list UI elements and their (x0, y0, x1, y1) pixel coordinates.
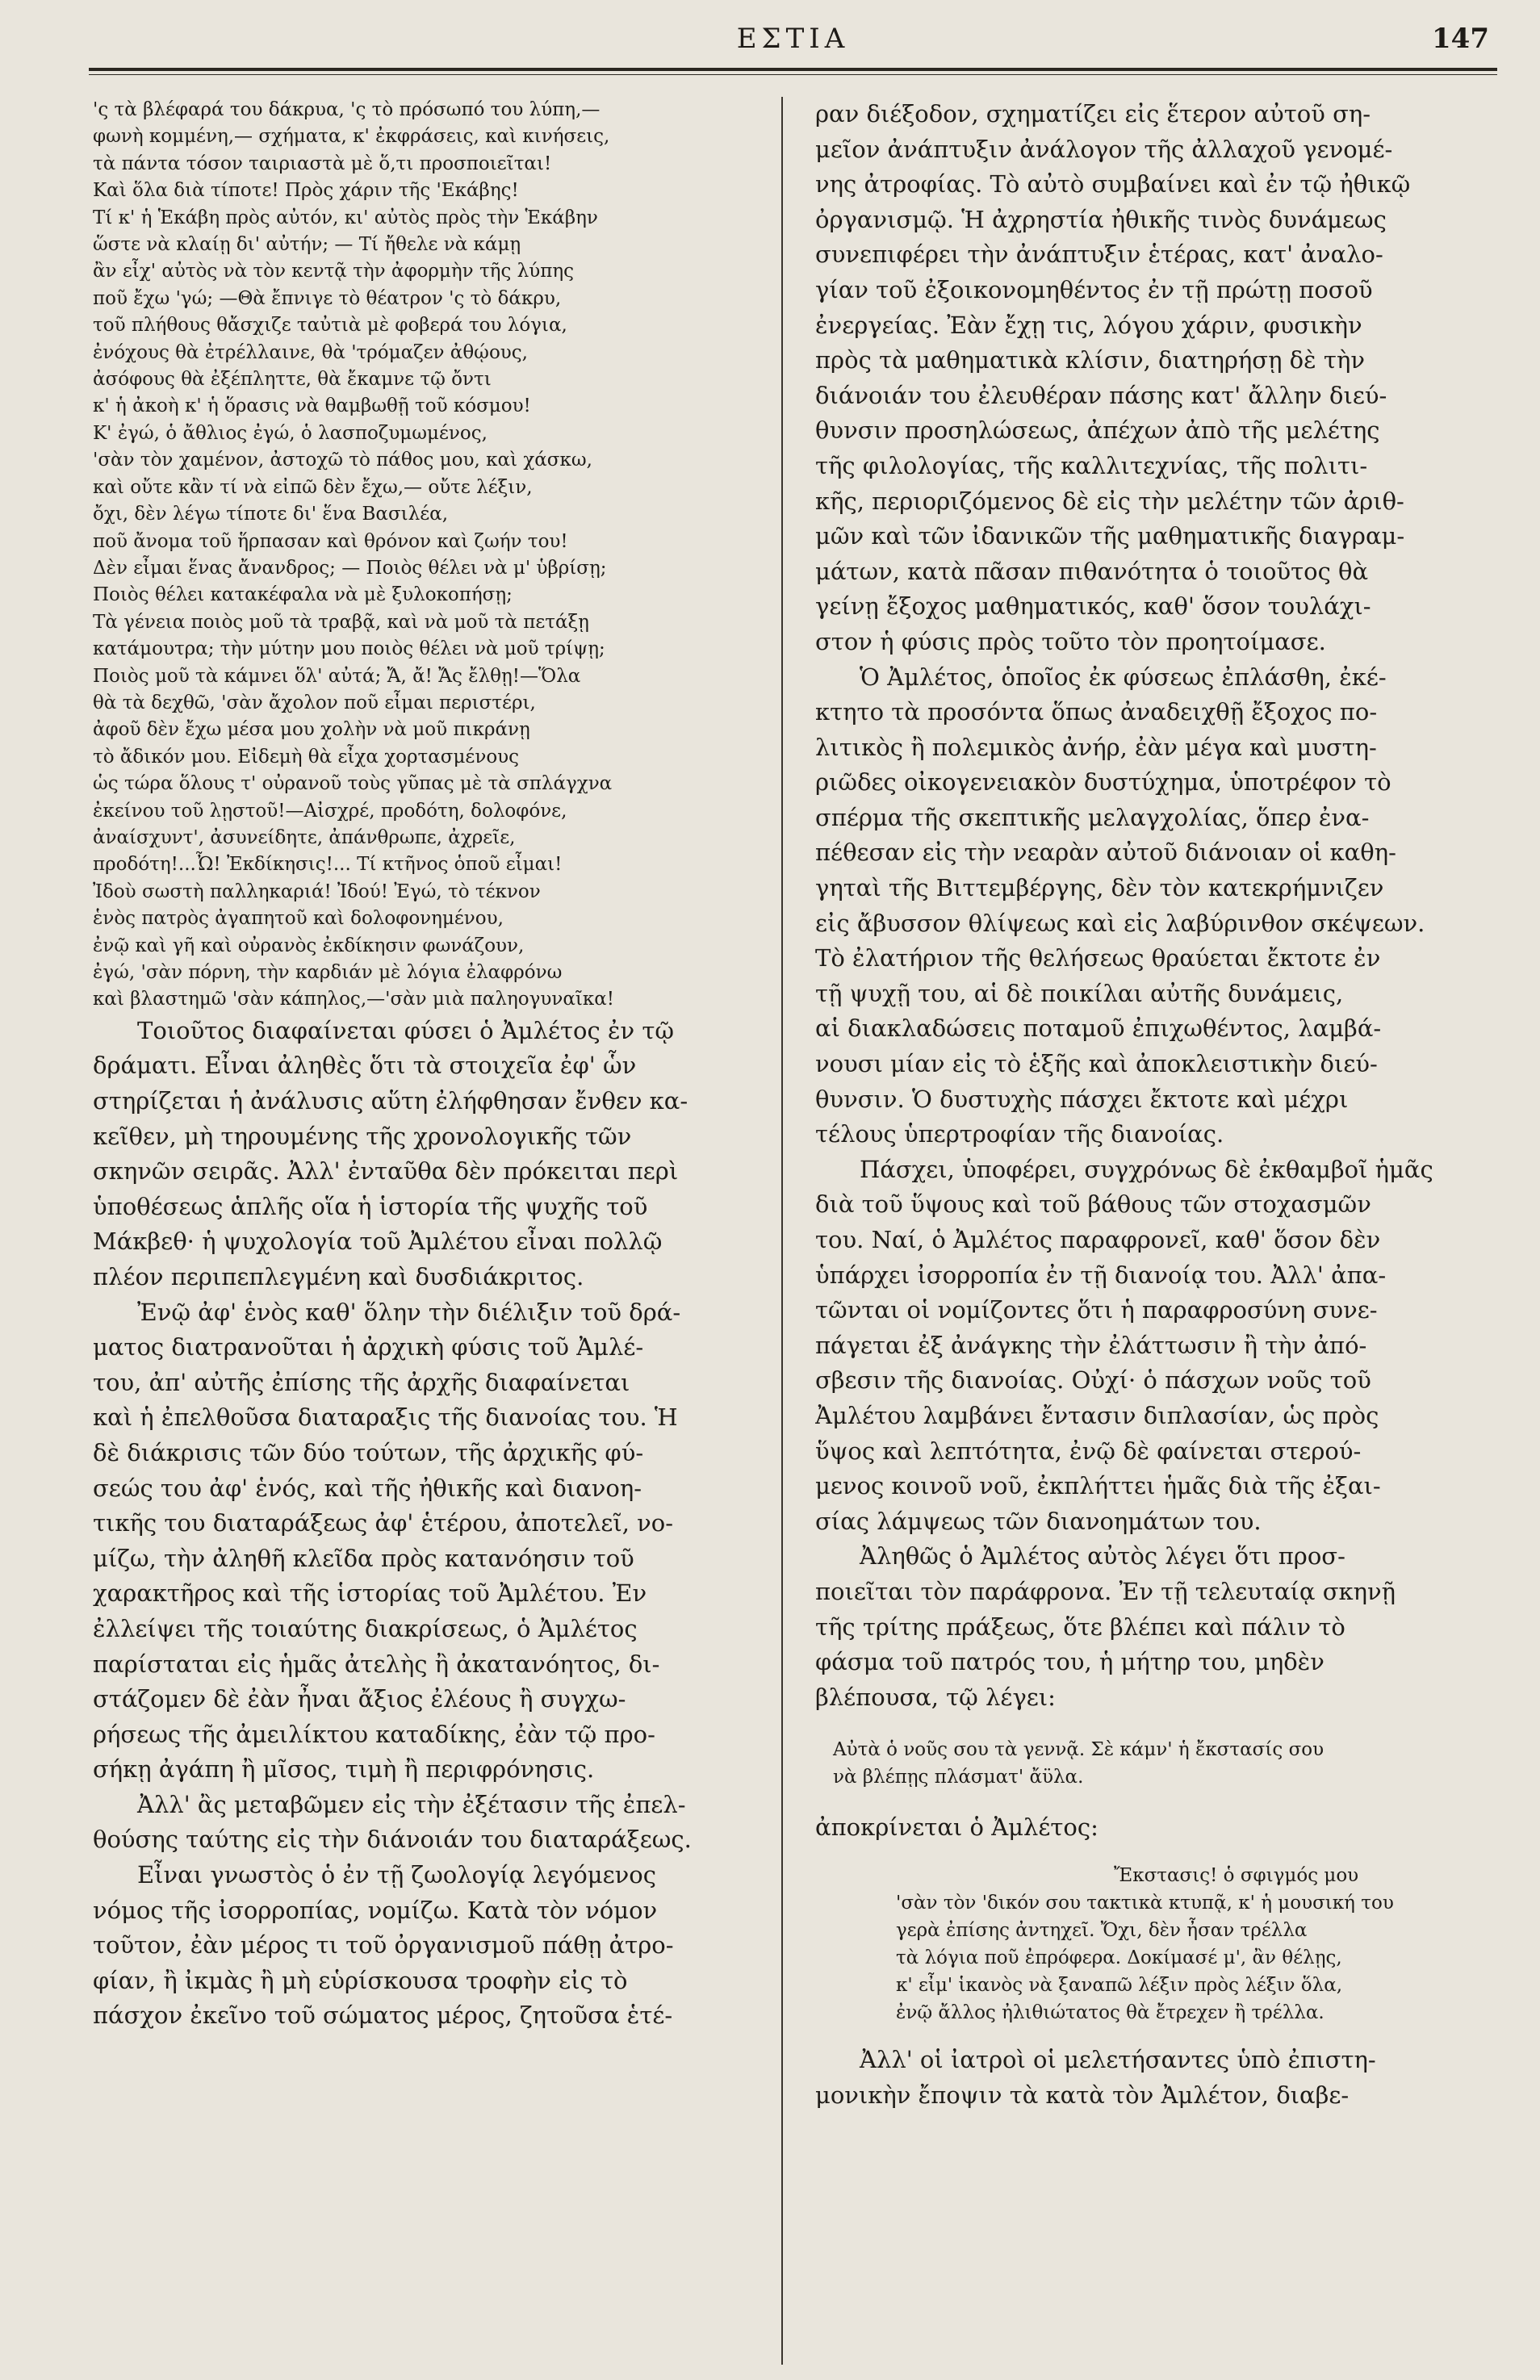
text-line: ὑποθέσεως ἁπλῆς οἵα ἡ ἱστορία τῆς ψυχῆς τοῦ (93, 1192, 648, 1220)
text-line: πλέον περιπεπλεγμένη καὶ δυσδιάκριτος. (93, 1262, 584, 1290)
paragraph (93, 1295, 779, 1788)
text-line: γερὰ ἐπίσης ἀντηχεῖ. Ὄχι, δὲν ἦσαν τρέλλα (896, 1919, 1308, 1941)
text-line: θούσης ταύτης εἰς τὴν διάνοιάν του διαταράξεως. (93, 1826, 692, 1854)
text-line: καὶ οὔτε κἂν τί νὰ εἰπῶ δὲν ἔχω,— οὔτε λέξιν, (93, 476, 533, 498)
text-line: φάσμα τοῦ πατρός του, ἡ μήτηρ του, μηδὲν (815, 1648, 1324, 1676)
text-line: βλέπουσα, τῷ λέγει: (815, 1683, 1056, 1711)
journal-title: ΕΣΤΙΑ (736, 23, 850, 55)
text-line: φωνὴ κομμένη,— σχήματα, κ' ἐκφράσεις, καὶ κινήσεις, (93, 126, 610, 148)
text-line: κτητο τὰ προσόντα ὅπως ἀναδειχθῇ ἔξοχος πο- (815, 698, 1378, 726)
text-line: Πάσχει, ὑποφέρει, συγχρόνως δὲ ἐκθαμβοῖ ἡμᾶς (860, 1155, 1433, 1183)
text-line: Ἀλλ' ἂς μεταβῶμεν εἰς τὴν ἐξέτασιν τῆς ἐπελ- (137, 1790, 686, 1818)
text-line: Δὲν εἶμαι ἕνας ἄνανδρος; — Ποιὸς θέλει νὰ μ' ὑβρίσῃ; (93, 557, 607, 579)
page-header (89, 23, 1497, 63)
text-line: διάνοιάν του ἐλευθέραν πάσης κατ' ἄλλην διεύ- (815, 381, 1387, 409)
text-line: Μάκβεθ· ἡ ψυχολογία τοῦ Ἀμλέτου εἶναι πολλῷ (93, 1228, 663, 1256)
text-line: ριῶδες οἰκογενειακὸν δυστύχημα, ὑποτρέφον τὸ (815, 768, 1391, 797)
text-line: ποῦ ἄνομα τοῦ ἥρπασαν καὶ θρόνον καὶ ζωήν του! (93, 530, 568, 552)
text-line: 'ς τὰ βλέφαρά του δάκρυα, 'ς τὸ πρόσωπό του λύπη,— (93, 99, 601, 120)
text-line: πάσχον ἐκεῖνο τοῦ σώματος μέρος, ζητοῦσα ἑτέ- (93, 2001, 673, 2030)
text-line: ὥστε νὰ κλαίῃ δι' αὐτήν; — Τί ἤθελε νὰ κάμῃ (93, 234, 521, 256)
text-line: τῆς φιλολογίας, τῆς καλλιτεχνίας, τῆς πολιτι- (815, 451, 1368, 479)
text-line: γίαν τοῦ ἐξοικονομηθέντος ἐν τῇ πρώτῃ ποσοῦ (815, 275, 1373, 303)
text-line: κ' εἶμ' ἱκανὸς νὰ ξαναπῶ λέξιν πρὸς λέξιν ὅλα, (896, 1974, 1343, 1996)
text-line: Ἀληθῶς ὁ Ἀμλέτος αὐτὸς λέγει ὅτι προσ- (860, 1542, 1345, 1571)
text-line: νης ἀτροφίας. Τὸ αὐτὸ συμβαίνει καὶ ἐν τῷ ἠθικῷ (815, 170, 1411, 199)
text-line: πέθεσαν εἰς τὴν νεαρὰν αὐτοῦ διάνοιαν οἱ καθη- (815, 839, 1396, 867)
text-line: 'σὰν τὸν 'δικόν σου τακτικὰ κτυπᾷ, κ' ἡ μουσική του (896, 1892, 1394, 1914)
text-line: μεῖον ἀνάπτυξιν ἀνάλογον τῆς ἀλλαχοῦ γενομέ- (815, 135, 1393, 163)
text-line: κ' ἡ ἀκοὴ κ' ἡ ὅρασις νὰ θαμβωθῇ τοῦ κόσμου! (93, 395, 531, 417)
paragraph (93, 1858, 779, 2034)
text-line: ποῦ ἔχω 'γώ; —Θὰ ἔπνιγε τὸ θέατρον 'ς τὸ δάκρυ, (93, 287, 562, 309)
text-line: καὶ ἡ ἐπελθοῦσα διαταραξις τῆς διανοίας του. Ἡ (93, 1403, 678, 1432)
quote-block-verse (815, 1862, 1493, 2027)
text-line: χαρακτῆρος καὶ τῆς ἱστορίας τοῦ Ἀμλέτου. Ἐν (93, 1579, 647, 1608)
text-line: πρὸς τὰ μαθηματικὰ κλίσιν, διατηρήσῃ δὲ τὴν (815, 346, 1365, 374)
text-line: σβεσιν τῆς διανοίας. Οὐχί· ὁ πάσχων νοῦς τοῦ (815, 1366, 1371, 1395)
text-line: Τὸ ἐλατήριον τῆς θελήσεως θραύεται ἔκτοτε ἐν (815, 944, 1381, 972)
column-divider (781, 97, 783, 2365)
text-line: μῶν καὶ τῶν ἰδανικῶν τῆς μαθηματικῆς διαγραμ- (815, 522, 1405, 550)
text-line: εἰς ἄβυσσον θλίψεως καὶ εἰς λαβύρινθον σκέψεων. (815, 909, 1425, 937)
paragraph (815, 97, 1493, 660)
text-line: Ποιὸς μοῦ τὰ κάμνει ὅλ' αὐτά; Ἄ, ἄ! Ἄς ἔλθῃ!—Ὅλα (93, 665, 581, 687)
text-line: τέλους ὑπερτροφίαν τῆς διανοίας. (815, 1120, 1224, 1148)
text-line: του, ἀπ' αὐτῆς ἐπίσης τῆς ἀρχῆς διαφαίνεται (93, 1368, 630, 1396)
text-line: μάτων, κατὰ πᾶσαν πιθανότητα ὁ τοιοῦτος θὰ (815, 557, 1369, 585)
text-line: ὕψος καὶ λεπτότητα, ἐνῷ δὲ φαίνεται στερού- (815, 1437, 1362, 1465)
quote-block (833, 1736, 1493, 1791)
text-line: νουσι μίαν εἰς τὸ ἑξῆς καὶ ἀποκλειστικὴν διεύ- (815, 1050, 1378, 1078)
text-line: Τὰ γένεια ποιὸς μοῦ τὰ τραβᾷ, καὶ νὰ μοῦ τὰ πετάξῃ (93, 611, 589, 633)
text-line: πάγεται ἐξ ἀνάγκης τὴν ἐλάττωσιν ἢ τὴν ἀπό- (815, 1331, 1367, 1359)
text-line: τῆς τρίτης πράξεως, ὅτε βλέπει καὶ πάλιν τὸ (815, 1612, 1345, 1641)
text-line: στάζομεν δὲ ἐὰν ἦναι ἄξιος ἐλέους ἢ συγχω- (93, 1685, 626, 1713)
text-line: κατάμουτρα; τὴν μύτην μου ποιὸς θέλει νὰ μοῦ τρίψῃ; (93, 638, 605, 660)
text-line: σπέρμα τῆς σκεπτικῆς μελαγχολίας, ὅπερ ἐνα- (815, 803, 1370, 831)
text-line: σήκῃ ἀγάπη ἢ μῖσος, τιμὴ ἢ περιφρόνησις. (93, 1755, 595, 1784)
text-line: Τοιοῦτος διαφαίνεται φύσει ὁ Ἀμλέτος ἐν τῷ (137, 1016, 675, 1044)
left-column (93, 97, 779, 2034)
paragraph (815, 660, 1493, 1152)
paragraph (815, 1152, 1493, 1540)
text-line: σκηνῶν σειρᾶς. Ἀλλ' ἐνταῦθα δὲν πρόκειται περὶ (93, 1157, 679, 1186)
text-line: δὲ διάκρισις τῶν δύο τούτων, τῆς ἀρχικῆς φύ- (93, 1438, 644, 1466)
text-line: ὀργανισμῷ. Ἡ ἀχρηστία ἠθικῆς τινὸς δυνάμεως (815, 205, 1387, 233)
text-line: αἱ διακλαδώσεις ποταμοῦ ἐπιχωθέντος, λαμβά- (815, 1014, 1382, 1043)
text-line: ἐνόχους θὰ ἐτρέλλαινε, θὰ 'τρόμαζεν ἀθῴους, (93, 341, 528, 363)
text-line: μενος κοινοῦ νοῦ, ἐκπλήττει ἡμᾶς διὰ τῆς ἐξαι- (815, 1472, 1381, 1500)
paragraph (815, 1539, 1493, 1715)
text-line: λιτικὸς ἢ πολεμικὸς ἀνήρ, ἐὰν μέγα καὶ μυστη- (815, 733, 1377, 761)
text-line: ραν διέξοδον, σχηματίζει εἰς ἕτερον αὐτοῦ ση- (815, 100, 1371, 128)
text-line: του. Ναί, ὁ Ἀμλέτος παραφρονεῖ, καθ' ὅσον δὲν (815, 1226, 1381, 1253)
text-line: τὸ ἄδικόν μου. Εἰδεμὴ θὰ εἶχα χορτασμένους (93, 746, 520, 768)
text-line: τῶνται οἱ νομίζοντες ὅτι ἡ παραφροσύνη συνε- (815, 1296, 1378, 1324)
text-line: τὰ πάντα τόσον ταιριαστὰ μὲ ὅ,τι προσποιεῖται! (93, 153, 552, 174)
text-line: τὰ λόγια ποῦ ἐπρόφερα. Δοκίμασέ μ', ἂν θέλῃς, (896, 1947, 1342, 1968)
text-line: μίζω, τὴν ἀληθῆ κλεῖδα πρὸς κατανόησιν τοῦ (93, 1544, 634, 1572)
text-line: παρίσταται εἰς ἡμᾶς ἀτελὴς ἢ ἀκατανόητος, δι- (93, 1650, 660, 1678)
text-line: Εἶναι γνωστὸς ὁ ἐν τῇ ζωολογίᾳ λεγόμενος (137, 1861, 656, 1889)
text-line: προδότη!...Ὦ! Ἐκδίκησις!... Τί κτῆνος ὁποῦ εἶμαι! (93, 854, 563, 876)
paragraph (93, 1014, 779, 1295)
text-line: γείνῃ ἔξοχος μαθηματικός, καθ' ὅσον τουλάχι- (815, 592, 1371, 621)
text-line: ἐγώ, 'σὰν πόρνη, τὴν καρδιάν μὲ λόγια ἐλαφρόνω (93, 962, 563, 983)
header-rule-thin (89, 74, 1497, 75)
text-line: ἐνῷ καὶ γῆ καὶ οὐρανὸς ἐκδίκησιν φωνάζουν, (93, 935, 525, 956)
text-line: ρήσεως τῆς ἀμειλίκτου καταδίκης, ἐὰν τῷ προ- (93, 1720, 655, 1748)
text-line: Κ' ἐγώ, ὁ ἄθλιος ἐγώ, ὁ λασποζυμωμένος, (93, 422, 488, 444)
text-line: ἀσόφους θὰ ἐξέπληττε, θὰ ἔκαμνε τῷ ὄντι (93, 369, 492, 391)
text-line: κῆς, περιοριζόμενος δὲ εἰς τὴν μελέτην τῶν ἀριθ- (815, 487, 1404, 515)
right-column (815, 97, 1493, 2113)
text-line: θὰ τὰ δεχθῶ, 'σὰν ἄχολον ποῦ εἶμαι περιστέρι, (93, 692, 536, 713)
page-number: 147 (1432, 23, 1489, 55)
text-line: ἐκείνου τοῦ λῃστοῦ!—Αἰσχρέ, προδότη, δολοφόνε, (93, 800, 567, 822)
text-line: Τί κ' ἡ Ἑκάβη πρὸς αὐτόν, κι' αὐτὸς πρὸς τὴν Ἑκάβην (93, 207, 598, 228)
text-line: Ἀλλ' οἱ ἰατροὶ οἱ μελετήσαντες ὑπὸ ἐπιστη- (860, 2045, 1376, 2073)
text-line: ματος διατρανοῦται ἡ ἀρχικὴ φύσις τοῦ Ἀμλέ- (93, 1333, 644, 1361)
text-line: τῇ ψυχῇ του, αἱ δὲ ποικίλαι αὐτῆς δυνάμεις, (815, 979, 1344, 1007)
text-line: δράματι. Εἶναι ἀληθὲς ὅτι τὰ στοιχεῖα ἐφ' ὧν (93, 1052, 637, 1080)
text-line: ἀφοῦ δὲν ἔχω μέσα μου χολὴν νὰ μοῦ πικράνῃ (93, 719, 530, 741)
text-line: συνεπιφέρει τὴν ἀνάπτυξιν ἑτέρας, κατ' ἀναλο- (815, 241, 1383, 269)
text-line: διὰ τοῦ ὕψους καὶ τοῦ βάθους τῶν στοχασμῶν (815, 1190, 1371, 1219)
text-line: στον ἡ φύσις πρὸς τοῦτο τὸν προητοίμασε. (815, 627, 1326, 655)
text-line: τικῆς του διαταράξεως ἀφ' ἑτέρου, ἀποτελεῖ, νο- (93, 1509, 674, 1537)
text-line: 'σὰν τὸν χαμένον, ἀστοχῶ τὸ πάθος μου, καὶ χάσκω, (93, 450, 592, 471)
text-line: φίαν, ἢ ἰκμὰς ἢ μὴ εὑρίσκουσα τροφὴν εἰς τὸ (93, 1966, 628, 1994)
text-line: Αὐτὰ ὁ νοῦς σου τὰ γεννᾷ. Σὲ κάμν' ἡ ἔκστασίς σου (833, 1739, 1324, 1761)
text-line: ποιεῖται τὸν παράφρονα. Ἐν τῇ τελευταίᾳ σκηνῇ (815, 1577, 1396, 1605)
text-line: μονικὴν ἔποψιν τὰ κατὰ τὸν Ἀμλέτον, διαβε- (815, 2081, 1350, 2109)
text-line: τοῦτον, ἐὰν μέρος τι τοῦ ὀργανισμοῦ πάθῃ ἀτρο- (93, 1931, 674, 1960)
text-line: ἐνῷ ἄλλος ἠλιθιώτατος θὰ ἔτρεχεν ἢ τρέλλα. (896, 2001, 1324, 2023)
reply-intro: ἀποκρίνεται ὁ Ἀμλέτος: (815, 1813, 1099, 1842)
text-line: τοῦ πλήθους θἄσχιζε ταὐτιὰ μὲ φοβερά του λόγια, (93, 315, 567, 337)
text-line: θυνσιν προσηλώσεως, ἀπέχων ἀπὸ τῆς μελέτης (815, 416, 1380, 445)
verse-block (93, 97, 779, 1014)
text-line: γηταὶ τῆς Βιττεμβέργης, δὲν τὸν κατεκρήμνιζεν (815, 874, 1384, 902)
text-line: Ὁ Ἀμλέτος, ὁποῖος ἐκ φύσεως ἐπλάσθη, ἐκέ- (860, 663, 1387, 691)
text-line: ἐνεργείας. Ἐὰν ἔχῃ τις, λόγου χάριν, φυσικὴν (815, 311, 1362, 339)
text-line: Ποιὸς θέλει κατακέφαλα νὰ μὲ ξυλοκοπήσῃ; (93, 584, 513, 606)
paragraph (815, 2043, 1493, 2113)
text-line: ὡς τώρα ὅλους τ' οὐρανοῦ τοὺς γῦπας μὲ τὰ σπλάγχνα (93, 773, 613, 795)
text-line: στηρίζεται ἡ ἀνάλυσις αὕτη ἐλήφθησαν ἔνθεν κα- (93, 1087, 688, 1115)
paragraph (93, 1788, 779, 1858)
text-line: Ἔκστασις! ὁ σφιγμός μου (1114, 1864, 1359, 1886)
header-rule (89, 68, 1497, 71)
text-line: ἑνὸς πατρὸς ἀγαπητοῦ καὶ δολοφονημένου, (93, 908, 504, 930)
text-line: Καὶ ὅλα διὰ τίποτε! Πρὸς χάριν τῆς 'Εκάβης! (93, 180, 519, 202)
text-line: Ἰδοὺ σωστὴ παλληκαριά! Ἰδού! Ἐγώ, τὸ τέκνον (93, 880, 541, 902)
text-line: σίας λάμψεως τῶν διανοημάτων του. (815, 1507, 1262, 1535)
text-line: Ἐνῷ ἀφ' ἑνὸς καθ' ὅλην τὴν διέλιξιν τοῦ δρά- (137, 1298, 681, 1326)
text-line: θυνσιν. Ὁ δυστυχὴς πάσχει ἔκτοτε καὶ μέχρι (815, 1085, 1349, 1113)
text-line: νὰ βλέπῃς πλάσματ' ἄϋλα. (833, 1767, 1084, 1788)
text-line: ἐλλείψει τῆς τοιαύτης διακρίσεως, ὁ Ἀμλέτος (93, 1614, 638, 1642)
text-line: ἀναίσχυντ', ἀσυνείδητε, ἀπάνθρωπε, ἀχρεῖε, (93, 826, 516, 848)
text-line: κεῖθεν, μὴ τηρουμένης τῆς χρονολογικῆς τῶν (93, 1122, 632, 1150)
text-line: ἂν εἶχ' αὐτὸς νὰ τὸν κεντᾷ τὴν ἀφορμὴν τῆς λύπης (93, 261, 574, 282)
text-line: καὶ βλαστημῶ 'σὰν κάπηλος,—'σὰν μιὰ παληογυναῖκα! (93, 989, 615, 1010)
text-line: νόμος τῆς ἰσορροπίας, νομίζω. Κατὰ τὸν νόμον (93, 1896, 658, 1924)
text-line: ὄχι, δὲν λέγω τίποτε δι' ἕνα Βασιλέα, (93, 504, 449, 525)
text-line: σεώς του ἀφ' ἑνός, καὶ τῆς ἠθικῆς καὶ διανοη- (93, 1474, 642, 1502)
text-line: Ἀμλέτου λαμβάνει ἔντασιν διπλασίαν, ὡς πρὸς (815, 1401, 1379, 1429)
text-line: ὑπάρχει ἰσορροπία ἐν τῇ διανοίᾳ του. Ἀλλ' ἀπα- (815, 1261, 1387, 1289)
